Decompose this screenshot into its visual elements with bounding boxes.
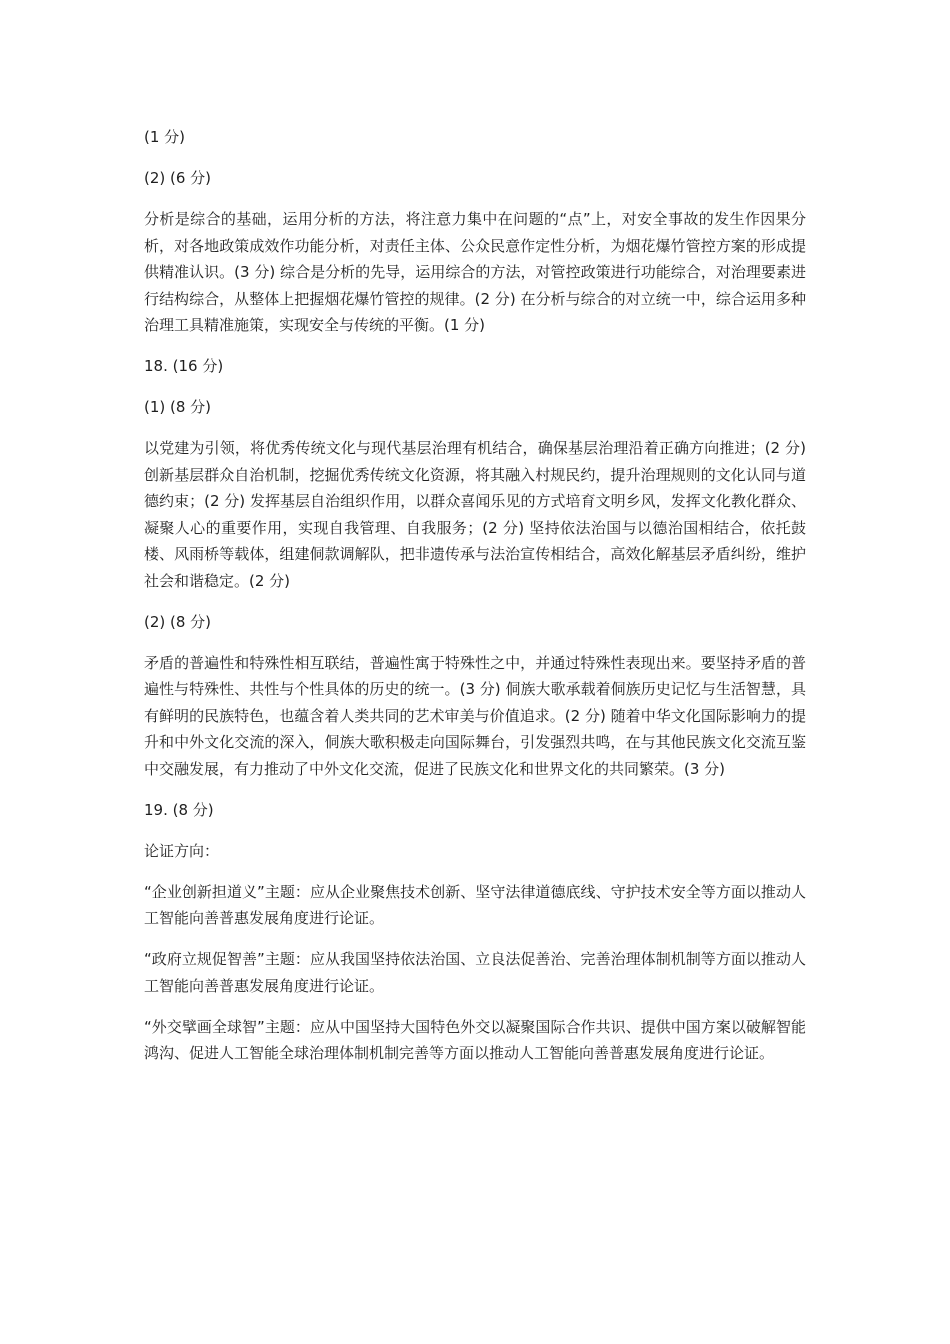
subquestion-heading: (1) (8 分) bbox=[144, 398, 212, 416]
answer-paragraph: “外交擘画全球智”主题：应从中国坚持大国特色外交以凝聚国际合作共识、提供中国方案以破解智能鸿沟、促进人工智能全球治理体制机制完善等方面以推动人工智能向善普惠发展角度进行论证。 bbox=[144, 1017, 806, 1062]
question-heading: 18. (16 分) bbox=[144, 357, 224, 375]
answer-paragraph: 以党建为引领，将优秀传统文化与现代基层治理有机结合，确保基层治理沿着正确方向推进；(2 分) 创新基层群众自治机制，挖掘优秀传统文化资源，将其融入村规民约，提升治理规则的文化认同与道德约束；(2 分) 发挥基层自治组织作用，以群众喜闻乐见的方式培育文明乡风，发挥文化教化群众、凝聚人心的重要作用，实现自我管理、自我服务；(2 分) 坚持依法治国与以德治国相结合，依托鼓楼、风雨桥等载体，组建侗款调解队，把非遗传承与法治宣传相结合，高效化解基层矛盾纠纷，维护社会和谐稳定。(2 分) bbox=[144, 439, 806, 590]
answer-paragraph: “政府立规促智善”主题：应从我国坚持依法治国、立良法促善治、完善治理体制机制等方面以推动人工智能向善普惠发展角度进行论证。 bbox=[144, 950, 806, 995]
answer-paragraph: 矛盾的普遍性和特殊性相互联结，普遍性寓于特殊性之中，并通过特殊性表现出来。要坚持矛盾的普遍性与特殊性、共性与个性具体的历史的统一。(3 分) 侗族大歌承载着侗族历史记忆与生活智慧，具有鲜明的民族特色，也蕴含着人类共同的艺术审美与价值追求。(2 分) 随着中华文化国际影响力的提升和中外文化交流的深入，侗族大歌积极走向国际舞台，引发强烈共鸣，在与其他民族文化交流互鉴中交融发展，有力推动了中外文化交流，促进了民族文化和世界文化的共同繁荣。(3 分) bbox=[144, 653, 806, 778]
document-body bbox=[144, 124, 806, 1081]
score-note: (1 分) bbox=[144, 128, 186, 146]
answer-paragraph: “企业创新担道义”主题：应从企业聚焦技术创新、坚守法律道德底线、守护技术安全等方面以推动人工智能向善普惠发展角度进行论证。 bbox=[144, 882, 806, 927]
subquestion-heading: (2) (8 分) bbox=[144, 612, 212, 631]
question-heading: 19. (8 分) bbox=[144, 800, 214, 819]
section-label: 论证方向： bbox=[144, 841, 220, 860]
subquestion-heading: (2) (6 分) bbox=[144, 169, 212, 187]
answer-paragraph: 分析是综合的基础，运用分析的方法，将注意力集中在问题的“点”上，对安全事故的发生作因果分析，对各地政策成效作功能分析，对责任主体、公众民意作定性分析，为烟花爆竹管控方案的形成提供精准认识。(3 分) 综合是分析的先导，运用综合的方法，对管控政策进行功能综合，对治理要素进行结构综合，从整体上把握烟花爆竹管控的规律。(2 分) 在分析与综合的对立统一中，综合运用多种治理工具精准施策，实现安全与传统的平衡。(1 分) bbox=[144, 210, 806, 334]
